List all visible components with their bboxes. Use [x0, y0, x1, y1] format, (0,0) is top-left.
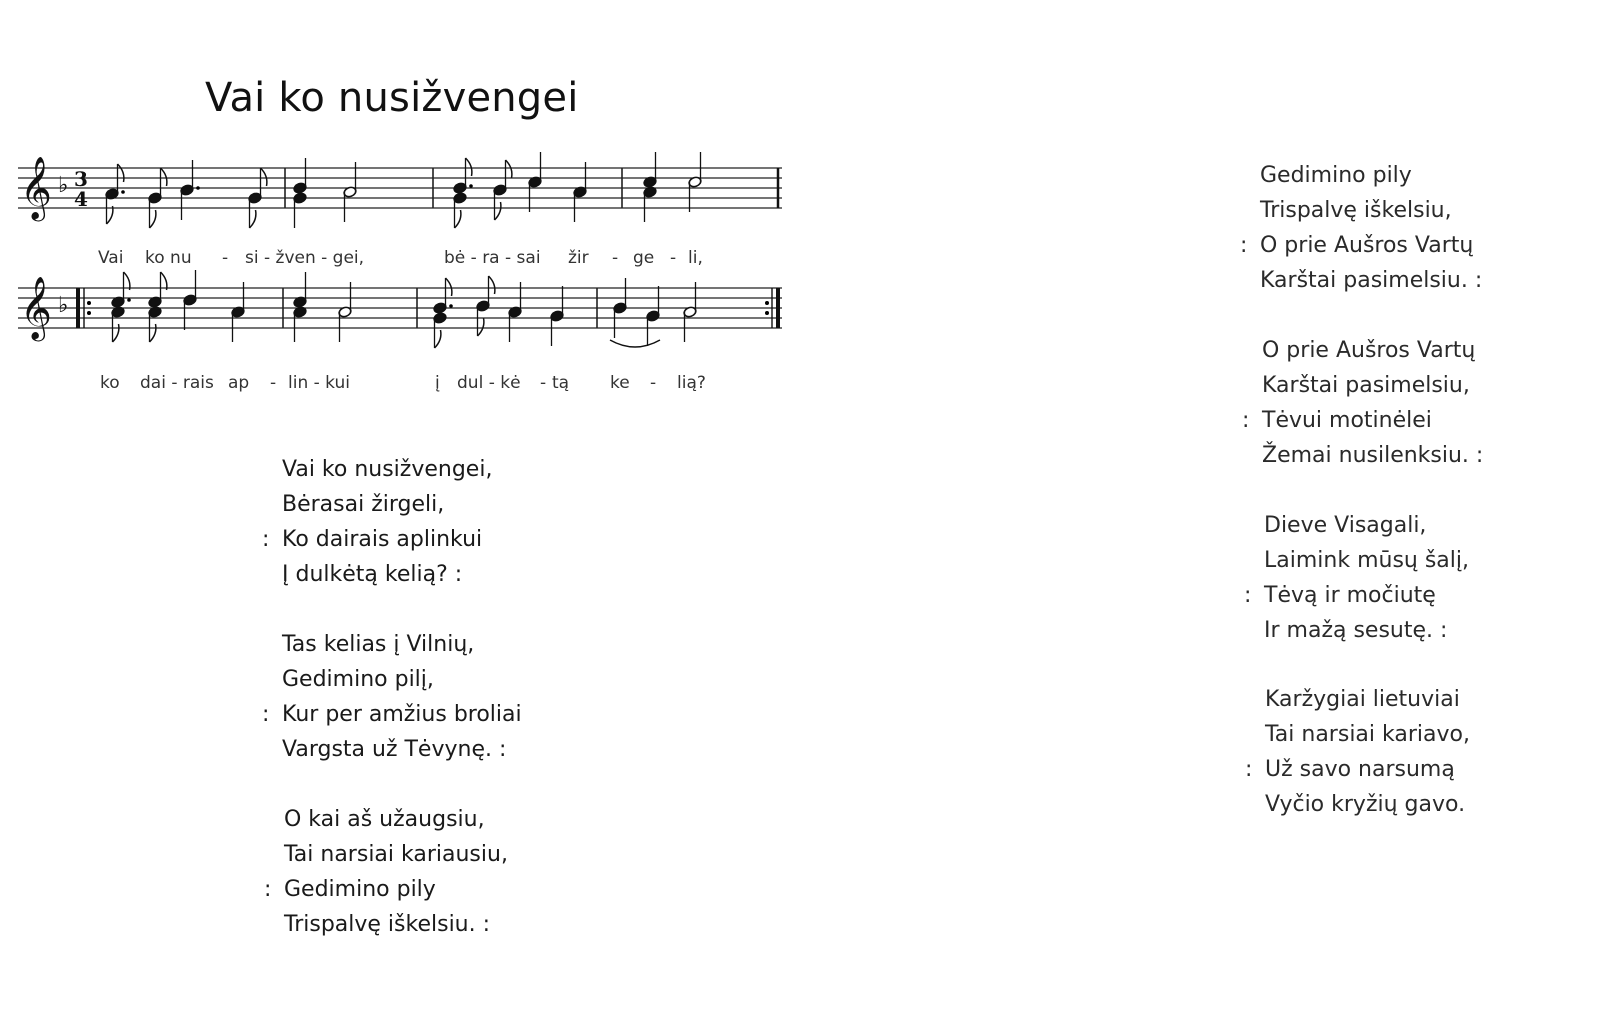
flat-icon: ♭ — [58, 293, 69, 318]
note-flag — [478, 318, 484, 336]
note-flag — [435, 330, 441, 348]
note-flag — [506, 160, 512, 178]
score-lyric-syllable: si - žven - gei, — [245, 248, 365, 268]
note-flag — [250, 210, 256, 228]
score-lyric-syllable: dai - rais — [140, 373, 214, 393]
stanza-line: Karžygiai lietuviai — [1265, 687, 1460, 712]
score-lyric-syllable: tą — [552, 373, 570, 393]
stanza-line: : Tėvą ir močiutę — [1244, 578, 1469, 613]
repeat-dot — [765, 301, 769, 305]
repeat-dot — [87, 311, 91, 315]
dot — [196, 186, 200, 190]
treble-clef-icon: 𝄞 — [20, 276, 52, 339]
note-flag — [113, 324, 119, 342]
stanza-line: Vyčio kryžių gavo. — [1265, 792, 1466, 817]
note-flag — [489, 276, 495, 294]
score-lyrics-line-1 — [98, 248, 703, 268]
stanza-line: : O prie Aušros Vartų — [1240, 228, 1482, 263]
stanza-line: Tas kelias į Vilnių, — [282, 632, 475, 657]
song-title: Vai ko nusižvengei — [205, 74, 579, 121]
score-lyric-syllable: Vai — [98, 248, 124, 268]
score-lyric-syllable: į — [435, 373, 440, 393]
score-lyric-syllable: ko nu — [145, 248, 192, 268]
score-lyric-syllable: ko — [100, 373, 120, 393]
stanza-6 — [1244, 508, 1469, 648]
stanza-line: Trispalvę iškelsiu. : — [284, 912, 491, 937]
dot — [121, 190, 125, 194]
stanza-line: Gedimino pilį, — [282, 667, 434, 692]
repeat-dot — [765, 311, 769, 315]
score-lyrics-line-2 — [100, 373, 706, 393]
note-flag — [495, 202, 501, 220]
slur — [610, 340, 660, 347]
score-lyric-syllable: - — [650, 373, 657, 393]
note-flag — [261, 168, 267, 186]
stanza-line: : Gedimino pily — [264, 872, 508, 907]
stanza-line: Žemai nusilenksiu. : — [1262, 443, 1484, 468]
note-flag — [161, 168, 167, 186]
score-lyric-syllable: - — [540, 373, 547, 393]
time-signature-top: 3 — [74, 167, 88, 191]
repeat-dot — [87, 301, 91, 305]
stanza-line: Karštai pasimelsiu, — [1262, 373, 1470, 398]
stanza-1 — [262, 452, 492, 592]
stanza-line: Vargsta už Tėvynę. : — [282, 737, 507, 762]
time-signature-bottom: 4 — [74, 187, 88, 211]
staff-system-1 — [18, 152, 782, 228]
treble-clef-icon: 𝄞 — [20, 156, 52, 219]
stanza-5 — [1242, 333, 1483, 473]
stanza-2 — [262, 627, 522, 767]
flat-icon: ♭ — [58, 173, 69, 198]
score-lyric-syllable: - — [612, 248, 619, 268]
note-flag — [150, 210, 156, 228]
score-lyric-syllable: - — [270, 373, 277, 393]
score-lyric-syllable: - — [222, 248, 229, 268]
note-flag — [107, 206, 113, 224]
stanza-line: Laimink mūsų šalį, — [1264, 548, 1470, 573]
stanza-3 — [264, 802, 508, 942]
score-lyric-syllable: ge — [633, 248, 655, 268]
stanza-line: O kai aš užaugsiu, — [284, 807, 485, 832]
stanza-line: Gedimino pily — [1260, 163, 1412, 188]
score-lyric-syllable: bė - ra - sai — [444, 248, 541, 268]
stanza-4 — [1240, 158, 1482, 298]
stanza-7 — [1245, 682, 1470, 822]
dot — [449, 304, 453, 308]
stanza-line: : Už savo narsumą — [1245, 752, 1470, 787]
note-flag — [161, 272, 167, 290]
stanza-line: Tai narsiai kariausiu, — [284, 842, 508, 867]
stanza-line: Bėrasai žirgeli, — [282, 492, 445, 517]
note-flag — [455, 210, 461, 228]
stanza-line: Į dulkėtą kelią? : — [282, 562, 463, 587]
stanza-line: : Tėvui motinėlei — [1242, 403, 1483, 438]
stanza-line: O prie Aušros Vartų — [1262, 338, 1476, 363]
dot — [127, 298, 131, 302]
note-flag — [446, 278, 452, 296]
stanza-line: Karštai pasimelsiu. : — [1260, 268, 1483, 293]
score-lyric-syllable: dul - kė — [457, 373, 521, 393]
stanza-line: Ir mažą sesutę. : — [1264, 618, 1448, 643]
staff-system-2 — [18, 270, 782, 348]
stanza-line: : Kur per amžius broliai — [262, 697, 522, 732]
stanza-line: Tai narsiai kariavo, — [1265, 722, 1470, 747]
note-flag — [466, 158, 472, 176]
stanza-line: Vai ko nusižvengei, — [282, 457, 493, 482]
dot — [469, 184, 473, 188]
score-lyric-syllable: ap — [228, 373, 250, 393]
stanza-line: Dieve Visagali, — [1264, 513, 1427, 538]
sheet-music — [0, 130, 820, 420]
score-lyric-syllable: lią? — [677, 373, 706, 393]
note-flag — [118, 164, 124, 182]
score-lyric-syllable: lin - kui — [288, 373, 350, 393]
stanza-line: Trispalvę iškelsiu, — [1260, 198, 1452, 223]
score-lyric-syllable: li, — [688, 248, 703, 268]
score-lyric-syllable: žir — [568, 248, 589, 268]
score-lyric-syllable: ke — [610, 373, 630, 393]
score-lyric-syllable: - — [670, 248, 677, 268]
stanza-line: : Ko dairais aplinkui — [262, 522, 492, 557]
note-flag — [124, 272, 130, 290]
note-flag — [150, 324, 156, 342]
